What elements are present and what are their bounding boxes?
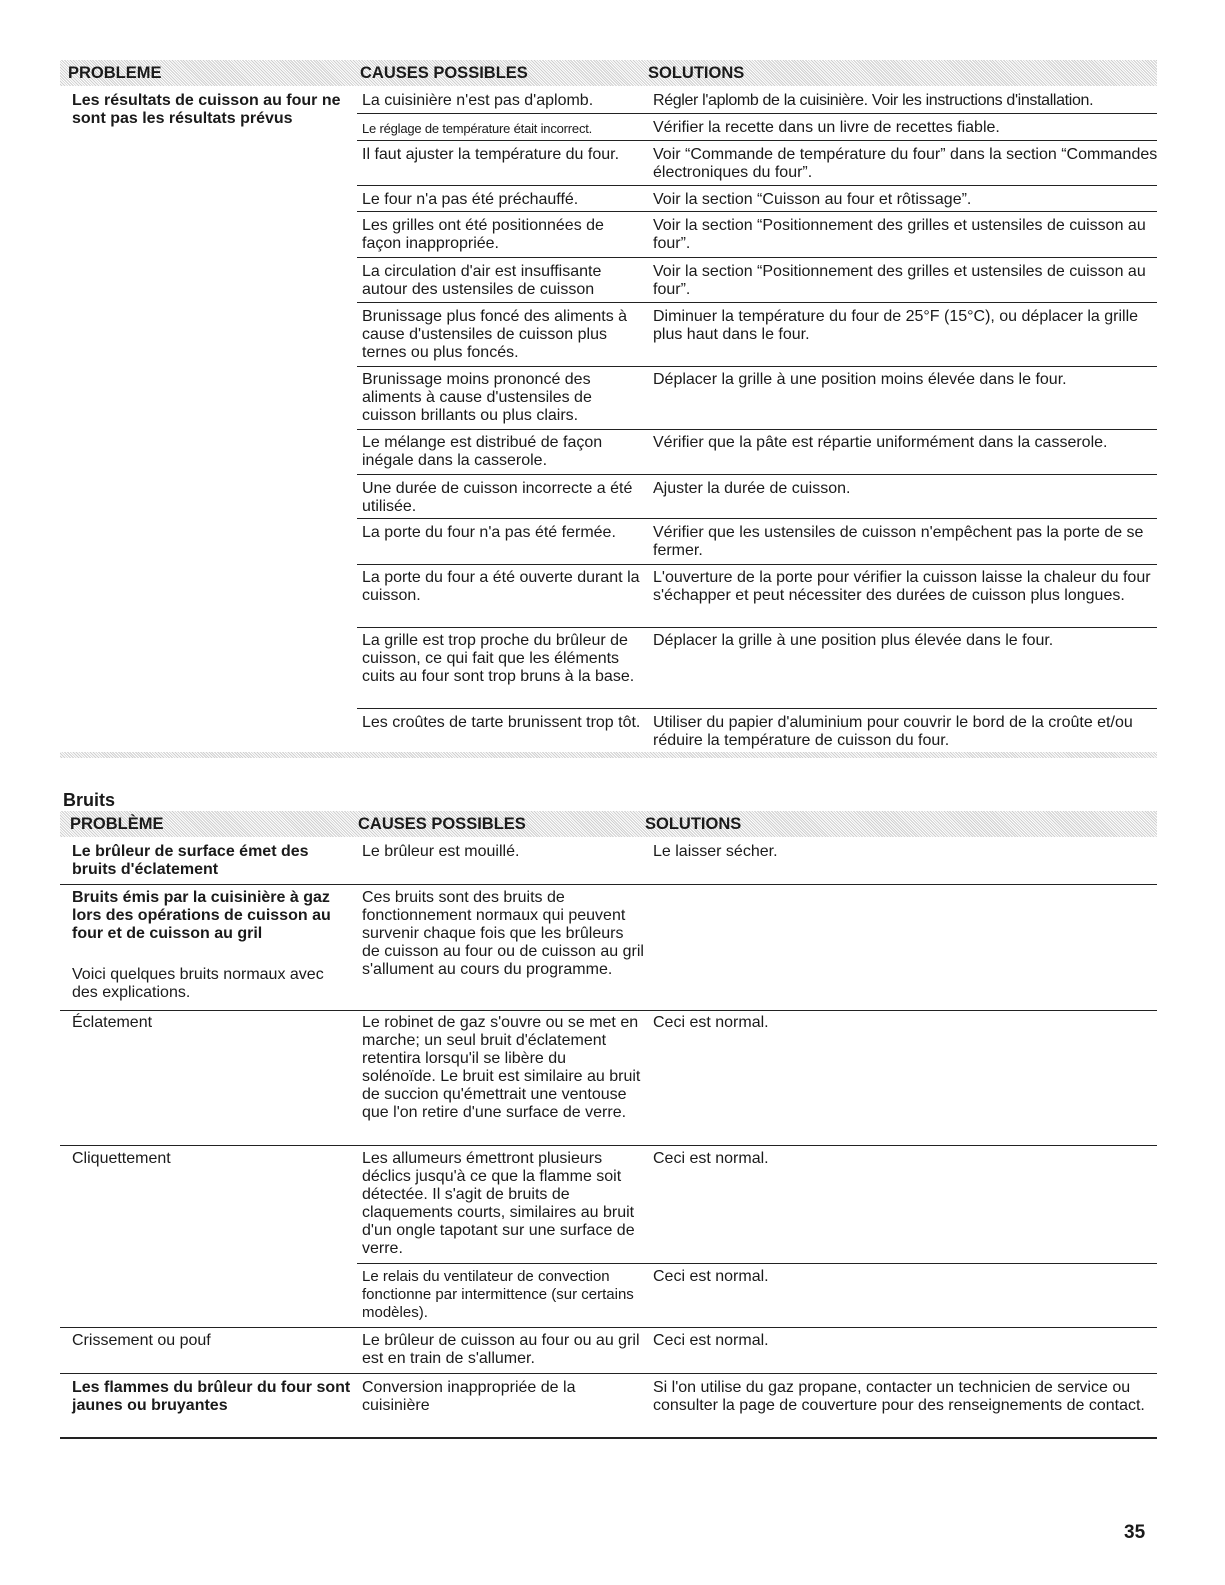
table2-cause-7: Conversion inappropriée de la cuisinière	[362, 1379, 576, 1414]
table1-header-causes: CAUSES POSSIBLES	[360, 64, 528, 82]
row-divider	[357, 474, 1157, 475]
table2-header-problem: PROBLÈME	[70, 815, 164, 833]
table1-solution-4: Voir la section “Cuisson au four et rôtissage”.	[653, 191, 972, 208]
row-divider	[357, 302, 1157, 303]
row-divider	[357, 140, 1157, 141]
table2-header-solutions: SOLUTIONS	[645, 815, 742, 833]
table2-cause-3: Le robinet de gaz s'ouvre ou se met en marche; un seul bruit d'éclatement retentira lorsqu'il se libère du solénoïde. Le bruit est similaire au bruit de succion qu'émettrait une ventouse que l'on retire d'une surface de verre.	[362, 1014, 641, 1121]
row-divider	[357, 564, 1157, 565]
page-number: 35	[1124, 1522, 1146, 1543]
row-divider	[357, 113, 1157, 114]
table1-cause-2: Le réglage de température était incorrect.	[362, 121, 593, 136]
table2-solution-3: Ceci est normal.	[653, 1014, 769, 1031]
table1-solution-3: Voir “Commande de température du four” dans la section “Commandes électroniques du four”.	[653, 146, 1158, 181]
table1-cause-1: La cuisinière n'est pas d'aplomb.	[362, 92, 594, 109]
table1-solution-6: Voir la section “Positionnement des grilles et ustensiles de cuisson au four”.	[653, 263, 1146, 298]
table1-header	[60, 60, 1157, 86]
table2-problem-7: Les flammes du brûleur du four sont jaunes ou bruyantes	[72, 1379, 351, 1414]
table2-cause-2: Ces bruits sont des bruits de fonctionnement normaux qui peuvent survenir chaque fois que les brûleurs de cuisson au four ou de cuisson au gril s'allument au cours du programme.	[362, 889, 644, 978]
table1-cause-10: Une durée de cuisson incorrecte a été utilisée.	[362, 480, 633, 515]
table1-solution-10: Ajuster la durée de cuisson.	[653, 480, 851, 497]
table2-cause-5: Le relais du ventilateur de convection fonctionne par intermittence (sur certains modèles).	[362, 1268, 634, 1321]
table1-solution-7: Diminuer la température du four de 25°F (15°C), ou déplacer la grille plus haut dans le four.	[653, 308, 1139, 343]
table2-bottom-rule	[60, 1437, 1157, 1439]
table1-cause-13: La grille est trop proche du brûleur de cuisson, ce qui fait que les éléments cuits au four sont trop bruns à la base.	[362, 632, 635, 685]
row-divider	[357, 211, 1157, 212]
table2-solution-4: Ceci est normal.	[653, 1150, 769, 1167]
row-divider	[357, 708, 1157, 709]
row-divider	[357, 1263, 1157, 1264]
table1-cause-12: La porte du four a été ouverte durant la cuisson.	[362, 569, 640, 604]
table1-bottom-band	[60, 752, 1157, 758]
row-divider	[357, 518, 1157, 519]
table1-cause-8: Brunissage moins prononcé des aliments à cause d'ustensiles de cuisson brillants ou plus clairs.	[362, 371, 592, 424]
row-divider	[60, 1373, 1157, 1374]
row-divider	[60, 1327, 1157, 1328]
row-divider	[357, 429, 1157, 430]
row-divider	[60, 1010, 1157, 1011]
table1-header-solutions: SOLUTIONS	[648, 64, 745, 82]
row-divider	[357, 366, 1157, 367]
table1-cause-3: Il faut ajuster la température du four.	[362, 146, 620, 163]
table1-problem: Les résultats de cuisson au four ne sont pas les résultats prévus	[72, 92, 341, 127]
row-divider	[357, 185, 1157, 186]
table1-cause-9: Le mélange est distribué de façon inégale dans la casserole.	[362, 434, 603, 469]
table1-header-problem: PROBLEME	[68, 64, 162, 82]
table1-solution-11: Vérifier que les ustensiles de cuisson n'empêchent pas la porte de se fermer.	[653, 524, 1144, 559]
table1-solution-14: Utiliser du papier d'aluminium pour couvrir le bord de la croûte et/ou réduire la température de cuisson du four.	[653, 714, 1133, 749]
table2-solution-7: Si l'on utilise du gaz propane, contacter un technicien de service ou consulter la page de couverture pour des renseignements de contact.	[653, 1379, 1145, 1414]
table2-problem-6: Crissement ou pouf	[72, 1332, 211, 1349]
table1-cause-7: Brunissage plus foncé des aliments à cause d'ustensiles de cuisson plus ternes ou plus foncés.	[362, 308, 628, 361]
table1-solution-9: Vérifier que la pâte est répartie uniformément dans la casserole.	[653, 434, 1108, 451]
table2-solution-1: Le laisser sécher.	[653, 843, 778, 860]
table2-solution-5: Ceci est normal.	[653, 1268, 769, 1285]
row-divider	[60, 1145, 1157, 1146]
table1-cause-5: Les grilles ont été positionnées de façon inappropriée.	[362, 217, 604, 252]
table1-cause-14: Les croûtes de tarte brunissent trop tôt.	[362, 714, 641, 731]
table2-problem-1: Le brûleur de surface émet des bruits d'éclatement	[72, 843, 309, 878]
table2-header-causes: CAUSES POSSIBLES	[358, 815, 526, 833]
table2-problem-3: Éclatement	[72, 1014, 153, 1031]
table2-problem-4: Cliquettement	[72, 1150, 171, 1167]
table2-header	[60, 811, 1157, 837]
row-divider	[60, 884, 1157, 885]
table2-cause-1: Le brûleur est mouillé.	[362, 843, 520, 860]
row-divider	[357, 627, 1157, 628]
table1-solution-2: Vérifier la recette dans un livre de recettes fiable.	[653, 119, 1000, 136]
table1-solution-12: L'ouverture de la porte pour vérifier la cuisson laisse la chaleur du four s'échapper et peut nécessiter des durées de cuisson plus longues.	[653, 569, 1151, 604]
row-divider	[357, 257, 1157, 258]
table1-solution-5: Voir la section “Positionnement des grilles et ustensiles de cuisson au four”.	[653, 217, 1146, 252]
table1-cause-11: La porte du four n'a pas été fermée.	[362, 524, 616, 541]
table1-solution-8: Déplacer la grille à une position moins élevée dans le four.	[653, 371, 1067, 388]
table1-cause-4: Le four n'a pas été préchauffé.	[362, 191, 579, 208]
table1-solution-1: Régler l'aplomb de la cuisinière. Voir les instructions d'installation.	[653, 92, 1094, 109]
table2-problem-2-note: Voici quelques bruits normaux avec des explications.	[72, 966, 324, 1001]
table1-solution-13: Déplacer la grille à une position plus élevée dans le four.	[653, 632, 1054, 649]
table1-cause-6: La circulation d'air est insuffisante autour des ustensiles de cuisson	[362, 263, 602, 298]
table2-problem-2: Bruits émis par la cuisinière à gaz lors des opérations de cuisson au four et de cuisson au gril	[72, 889, 331, 942]
table2-cause-4: Les allumeurs émettront plusieurs déclics jusqu'à ce que la flamme soit détectée. Il s'agit de bruits de claquements courts, similaires au bruit d'un ongle tapotant sur une surface de verre.	[362, 1150, 635, 1257]
section-title: Bruits	[63, 790, 116, 810]
table2-cause-6: Le brûleur de cuisson au four ou au gril est en train de s'allumer.	[362, 1332, 640, 1367]
table2-solution-6: Ceci est normal.	[653, 1332, 769, 1349]
